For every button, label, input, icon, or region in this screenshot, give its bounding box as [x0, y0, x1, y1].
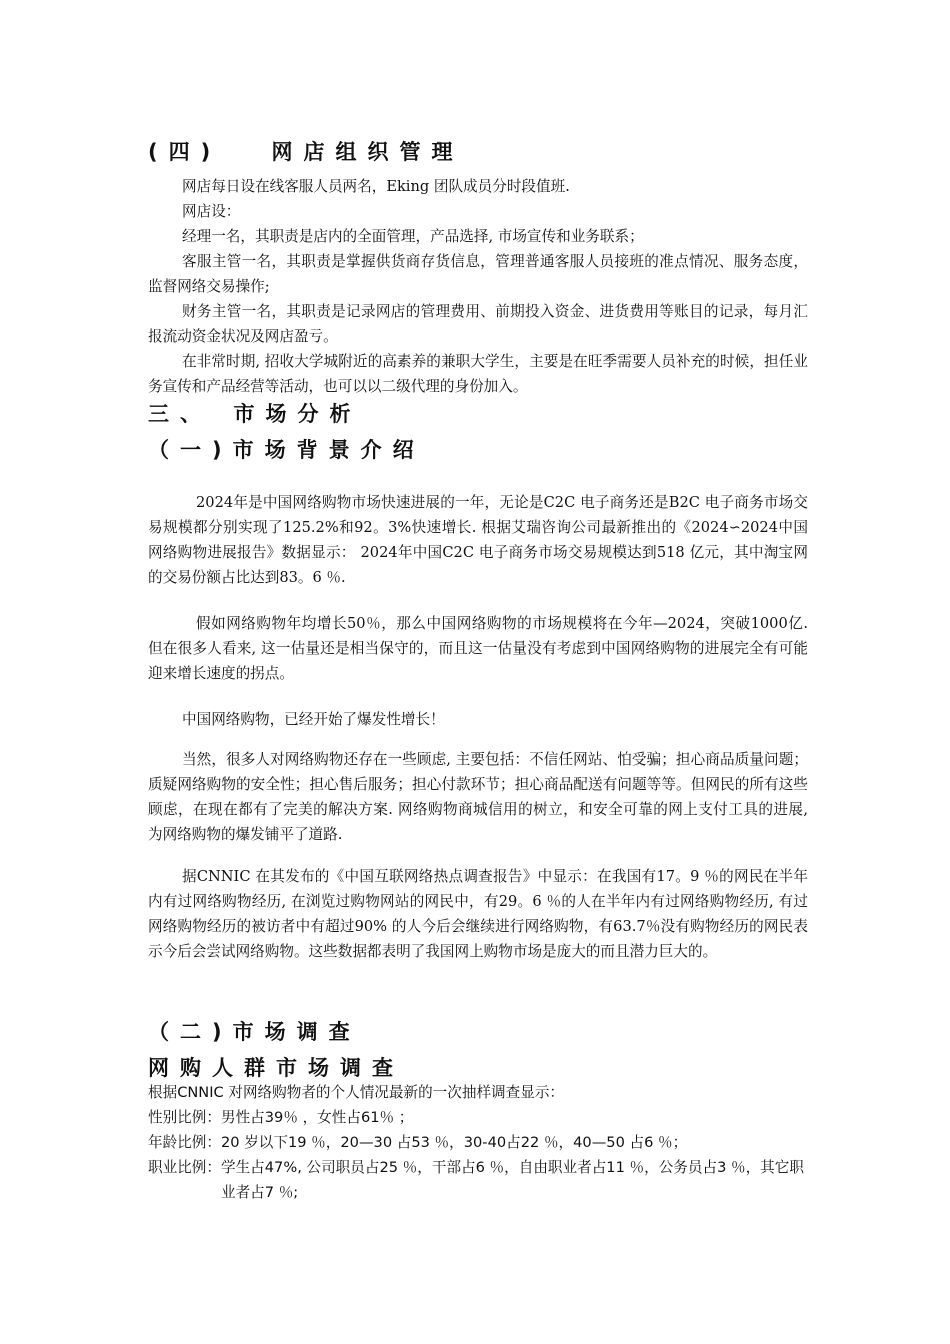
paragraph-part-time: 在非常时期, 招收大学城附近的高素养的兼职大学生，主要是在旺季需要人员补充的时候，担任业务宣传和产品经营等活动，也可以以二级代理的身份加入。	[148, 353, 808, 395]
occupation-row	[148, 1155, 808, 1205]
market-survey-heading: （二)市场调查	[148, 1020, 361, 1044]
occupation-value: 学生占47%, 公司职员占25 ％，干部占6 ％，自由职业者占11 ％，公务员占3 ％，其它职业者占7 ％;	[220, 1159, 804, 1201]
paragraph-cnnic-report: 据CNNIC 在其发布的《中国互联网络热点调查报告》中显示：在我国有17。9 ％的网民在半年内有过网络购物经历, 在浏览过购物网站的网民中，有29。6 ％的人在半年内有过网络购物经历, 有过网络购物经历的被访者中有超过90% 的人今后会继续进行网络购物，有63.7％没有购物经历的网民表示今后会尝试网络购物。这些数据都表明了我国网上购物市场是庞大的而且潜力巨大的。	[148, 868, 808, 960]
age-row	[148, 1130, 808, 1155]
age-value: 20 岁以下19 ％，20—30 占53 ％，30-40占22 ％，40—50 占6 ％；	[220, 1134, 688, 1151]
survey-block	[148, 1080, 808, 1205]
paragraph-manager: 经理一名，其职责是店内的全面管理，产品选择, 市场宣传和业务联系；	[182, 228, 644, 245]
paragraph-store-setup: 网店设：	[182, 203, 241, 220]
gender-row	[148, 1105, 808, 1130]
paragraph-explosive-growth: 中国网络购物，已经开始了爆发性增长！	[182, 711, 445, 728]
paragraph-market-growth: 2024年是中国网络购物市场快速进展的一年，无论是C2C 电子商务还是B2C 电子商务市场交易规模都分别实现了125.2%和92。3%快速增长. 根据艾瑞咨询公司最新推出的《2024∽2024中国网络购物进展报告》数据显示： 2024年中国C2C 电子商务市场交易规模达到518 亿元，其中淘宝网的交易份额占比达到83。6 ％.	[148, 494, 808, 586]
paragraph-growth-projection: 假如网络购物年均增长50％，那么中国网络购物的市场规模将在今年—2024，突破1000亿. 但在很多人看来, 这一估量还是相当保守的，而且这一估量没有考虑到中国网络购物的进展完全有可能迎来增长速度的拐点。	[148, 615, 808, 682]
paragraph-service-supervisor: 客服主管一名，其职责是掌握供货商存货信息，管理普通客服人员接班的准点情况、服务态度，监督网络交易操作;	[148, 253, 808, 295]
shopper-survey-heading: 网购人群市场调查	[148, 1056, 404, 1080]
paragraph-concerns: 当然，很多人对网络购物还存在一些顾虑, 主要包括：不信任网站、怕受骗；担心商品质量问题；质疑网络购物的安全性；担心售后服务；担心付款环节；担心商品配送有问题等等。但网民的所有这些顾虑，在现在都有了完美的解决方案. 网络购物商城信用的树立，和安全可靠的网上支付工具的进展, 为网络购物的爆发铺平了道路.	[148, 751, 808, 843]
section-3-heading: 三、 市场分析	[148, 402, 362, 426]
gender-value: 男性占39％ ，女性占61％ ；	[220, 1109, 414, 1126]
paragraph-finance-supervisor: 财务主管一名，其职责是记录网店的管理费用、前期投入资金、进货费用等账目的记录，每月汇报流动资金状况及网店盈亏。	[148, 303, 808, 345]
section-4-heading: (四) 网店组织管理	[148, 140, 464, 164]
paragraph-online-service: 网店每日设在线客服人员两名，Eking 团队成员分时段值班.	[182, 178, 570, 195]
age-label: 年龄比例：	[148, 1134, 221, 1151]
survey-intro: 根据CNNIC 对网络购物者的个人情况最新的一次抽样调查显示：	[148, 1084, 565, 1101]
gender-label: 性别比例：	[148, 1109, 221, 1126]
occupation-label: 职业比例：	[148, 1159, 221, 1176]
market-background-heading: （一)市场背景介绍	[148, 438, 425, 462]
